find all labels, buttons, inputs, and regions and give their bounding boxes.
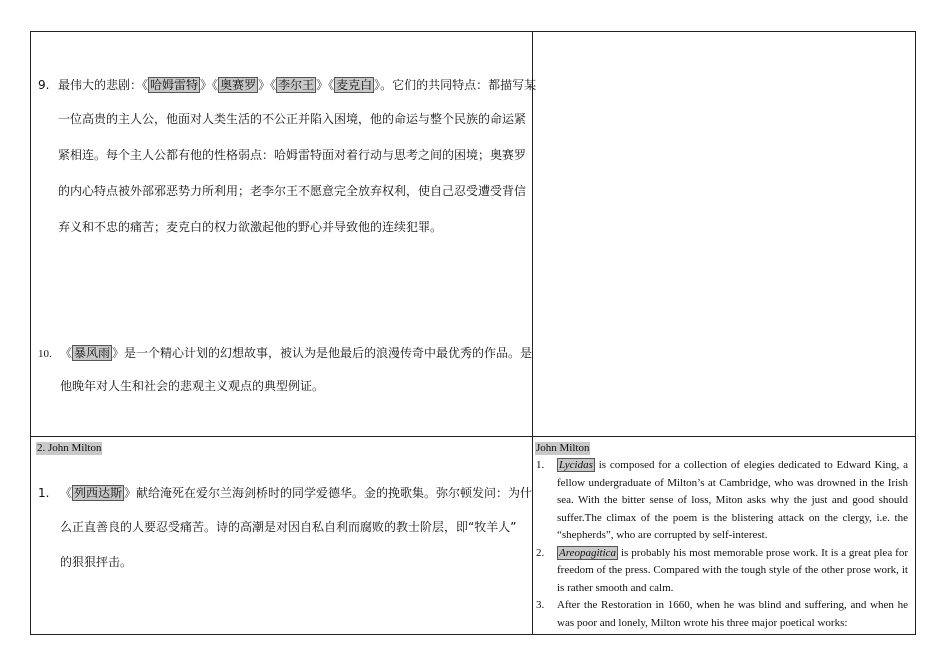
paragraph-line: 紧相连。每个主人公都有他的性格弱点：哈姆雷特面对着行动与思考之间的困境；奥赛罗 (58, 148, 527, 162)
paragraph-line: 的狠狠抨击。 (60, 555, 133, 569)
work-title-macbeth: 麦克白 (336, 78, 373, 92)
work-title-lycidas: Lycidas (559, 459, 593, 471)
row-divider (31, 436, 915, 437)
section-header: John Milton (536, 442, 590, 454)
paragraph-line: 一位高贵的主人公，他面对人类生活的不公正并陷入困境，他的命运与整个民族的命运紧 (58, 112, 527, 126)
list-marker: 1. (536, 459, 545, 471)
section-header: 2. John Milton (37, 442, 102, 454)
paragraph-line: 弃义和不忠的痛苦；麦克白的权力欲激起他的野心并导致他的连续犯罪。 (58, 220, 443, 234)
paragraph-line: 的内心特点被外部邪恶势力所利用；老李尔王不愿意完全放弃权利，使自己忍受遭受背信 (58, 184, 527, 198)
item-9-prefix: 最伟大的悲剧： (58, 78, 143, 92)
column-divider (532, 32, 533, 634)
milton-english-notes (536, 457, 908, 632)
list-item-text: is composed for a collection of elegies dedicated to Edward King, a fellow undergraduate of Milton’s at Cambridge, who was drowned in the Irish sea. With the bitter sense of loss, Miton asks why the just and good should suffer.The climax of the poem is the blistering attack on the clergy, i.e. the “shepherds”, who are corrupted by self-interest. (557, 459, 908, 541)
item-10-first-line: 10. 《 暴风雨 》是一个精心计划的幻想故事，被认为是他最后的浪漫传奇中最优秀的作品。是 (38, 346, 533, 360)
milton-item-1-first-line: 1. 《 列西达斯 》献给淹死在爱尔兰海剑桥时的同学爱德华。金的挽歌集。弥尔顿发问：为什 (38, 486, 533, 500)
work-title-hamlet: 哈姆雷特 (150, 78, 199, 92)
work-title-king-lear: 李尔王 (278, 78, 315, 92)
item-10-suffix: 是一个精心计划的幻想故事，被认为是他最后的浪漫传奇中最优秀的作品。是 (124, 346, 533, 360)
list-item (536, 457, 908, 545)
milton-item-1-suffix: 献给淹死在爱尔兰海剑桥时的同学爱德华。金的挽歌集。弥尔顿发问：为什 (136, 486, 533, 500)
table-bottom-mask (532, 635, 916, 672)
item-9-first-line: 9. 最伟大的悲剧：《 哈姆雷特 》《 奥赛罗 》《 李尔王 》《 麦克白 》。它们的共同特点：都描写某 (38, 78, 537, 92)
work-title-othello: 奥赛罗 (220, 78, 257, 92)
work-title-tempest: 暴风雨 (74, 346, 111, 360)
list-item (536, 597, 908, 632)
item-number: 9. (38, 78, 50, 92)
item-number: 1. (38, 486, 50, 500)
list-item-text: After the Restoration in 1660, when he was blind and suffering, and when he was poor and lonely, Milton wrote his three major poetical works: (557, 599, 908, 629)
list-marker: 3. (536, 599, 545, 611)
list-item (536, 545, 908, 598)
work-title-areopagitica: Areopagitica (559, 546, 617, 559)
list-item-text: is probably his most memorable prose work. It is a great plea for freedom of the press. Compared with the tough style of the other prose work, it is rather smooth and calm. (557, 546, 908, 594)
item-9-suffix: 。它们的共同特点：都描写某 (380, 78, 537, 92)
list-marker: 2. (536, 546, 545, 559)
paragraph-line: 他晚年对人生和社会的悲观主义观点的典型例证。 (60, 379, 325, 393)
item-number: 10. (38, 348, 52, 360)
work-title-lycidas-cn: 列西达斯 (74, 486, 123, 500)
paragraph-line: 么正直善良的人要忍受痛苦。诗的高潮是对因自私自利而腐败的教士阶层，即“牧羊人” (60, 520, 517, 534)
